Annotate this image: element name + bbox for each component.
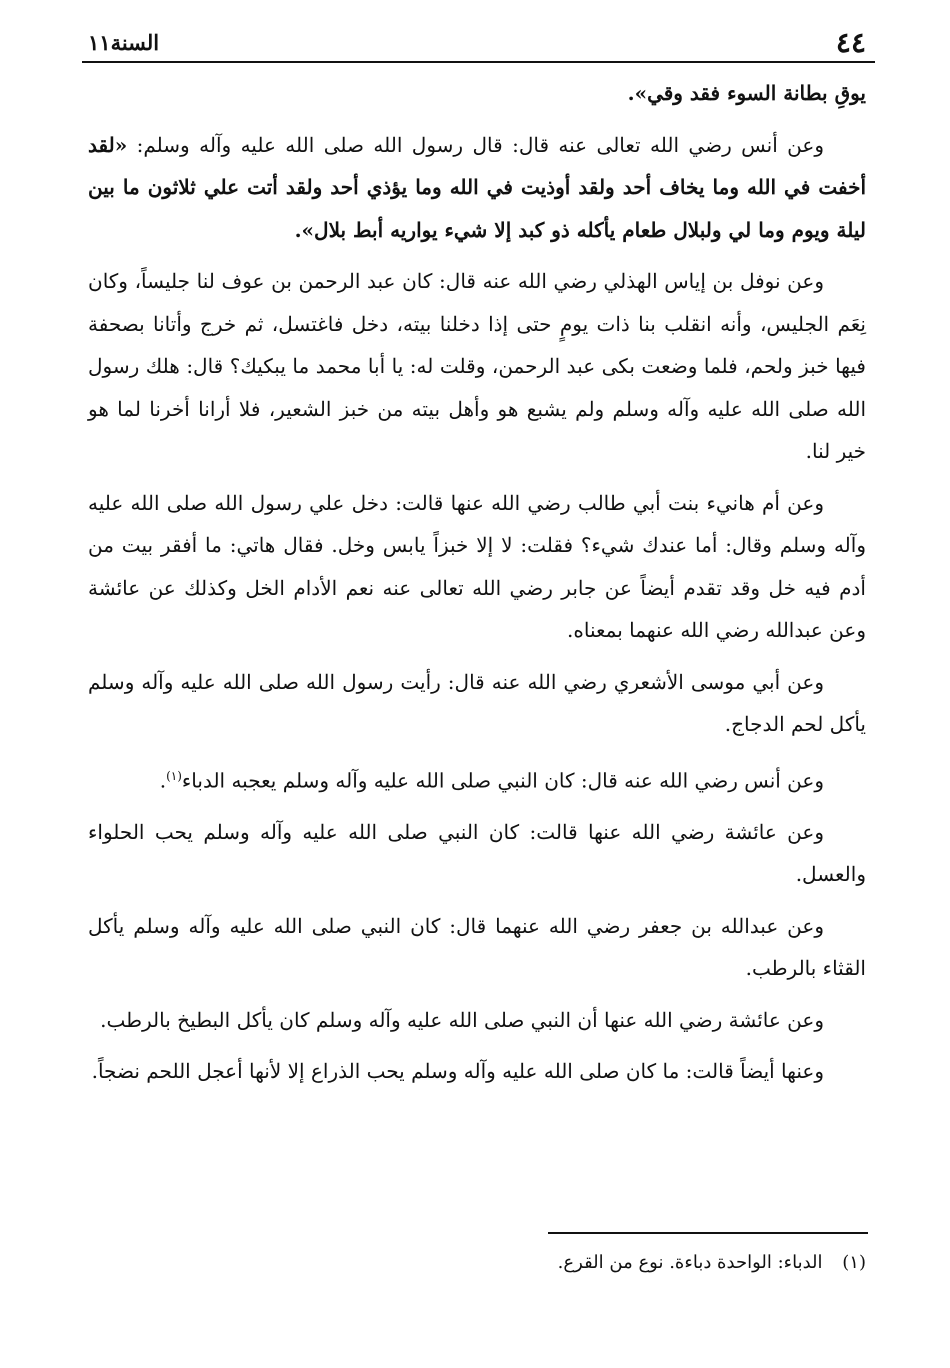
footnote-marker: (١) [842, 1252, 866, 1273]
paragraph-9: وعن عائشة رضي الله عنها أن النبي صلى الله عليه وآله وسلم كان يأكل البطيخ بالرطب. [100, 1007, 824, 1032]
paragraph-6-end: . [159, 768, 167, 793]
header-divider [82, 61, 875, 63]
paragraph-6-text: وعن أنس رضي الله عنه قال: كان النبي صلى الله عليه وآله وسلم يعجبه الدباء [181, 768, 824, 793]
paragraph-6 [88, 755, 866, 802]
paragraph-7: وعن عائشة رضي الله عنها قالت: كان النبي صلى الله عليه وآله وسلم يحب الحلواء والعسل. [88, 819, 866, 887]
paragraph-8: وعن عبدالله بن جعفر رضي الله عنهما قال: كان النبي صلى الله عليه وآله وسلم يأكل القثاء بالرطب. [88, 913, 866, 981]
hadith-quote: «لقد أخفت في الله وما يخاف أحد ولقد أوذيت في الله وما يؤذي أحد ولقد أتت علي ثلاثون ما بين ليلة ويوم وما لي ولبلال طعام يأكله ذو كبد إلا شيء يواريه أبط بلال». [88, 132, 867, 242]
paragraph-3: وعن نوفل بن إياس الهذلي رضي الله عنه قال: كان عبد الرحمن بن عوف لنا جليساً، وكان نِعَم الجليس، وأنه انقلب بنا ذات يومٍ حتى إذا دخلنا بيته، دخل فاغتسل، ثم خرج وأتانا بصحفة فيها خبز ولحم، فلما وضعت بكى عبد الرحمن، وقلت له: يا أبا محمد ما يبكيك؟ قال: هلك رسول الله صلى الله عليه وآله وسلم ولم يشبع هو وأهل بيته من خبز الشعير، فلا أرانا أخرنا لما هو خير لنا. [88, 269, 866, 463]
footnote [558, 1252, 866, 1273]
page-number: ٤٤ [835, 26, 866, 59]
footnote-divider [548, 1232, 868, 1234]
paragraph-1: يوقِ بطانة السوء فقد وقي». [627, 81, 866, 105]
paragraph-5: وعن أبي موسى الأشعري رضي الله عنه قال: رأيت رسول الله صلى الله عليه وآله وسلم يأكل لحم الدجاج. [88, 669, 866, 736]
paragraph-2 [88, 124, 866, 252]
paragraph-4: وعن أم هانيء بنت أبي طالب رضي الله عنها قالت: دخل علي رسول الله صلى الله عليه وآله وسلم وقال: أما عندك شيء؟ فقلت: لا إلا خبزاً يابس وخل. فقال هاتي: ما أفقر بيت من أدم فيه خل وقد تقدم أيضاً عن جابر رضي الله تعالى عنه نعم الأدام الخل وكذلك عن عائشة وعن عبدالله رضي الله عنهما بمعناه. [88, 490, 866, 642]
footnote-text: الدباء: الواحدة دباءة. نوع من القرع. [557, 1252, 823, 1273]
paragraph-10: وعنها أيضاً قالت: ما كان صلى الله عليه وآله وسلم يحب الذراع إلا لأنها أعجل اللحم نضجاً. [91, 1059, 824, 1084]
main-text [88, 72, 866, 1102]
page-header [88, 22, 866, 62]
paragraph-2-intro: وعن أنس رضي الله تعالى عنه قال: قال رسول الله صلى الله عليه وآله وسلم: [127, 132, 824, 157]
running-title: السنة١١ [88, 30, 160, 55]
footnote-reference: (١) [166, 768, 182, 783]
